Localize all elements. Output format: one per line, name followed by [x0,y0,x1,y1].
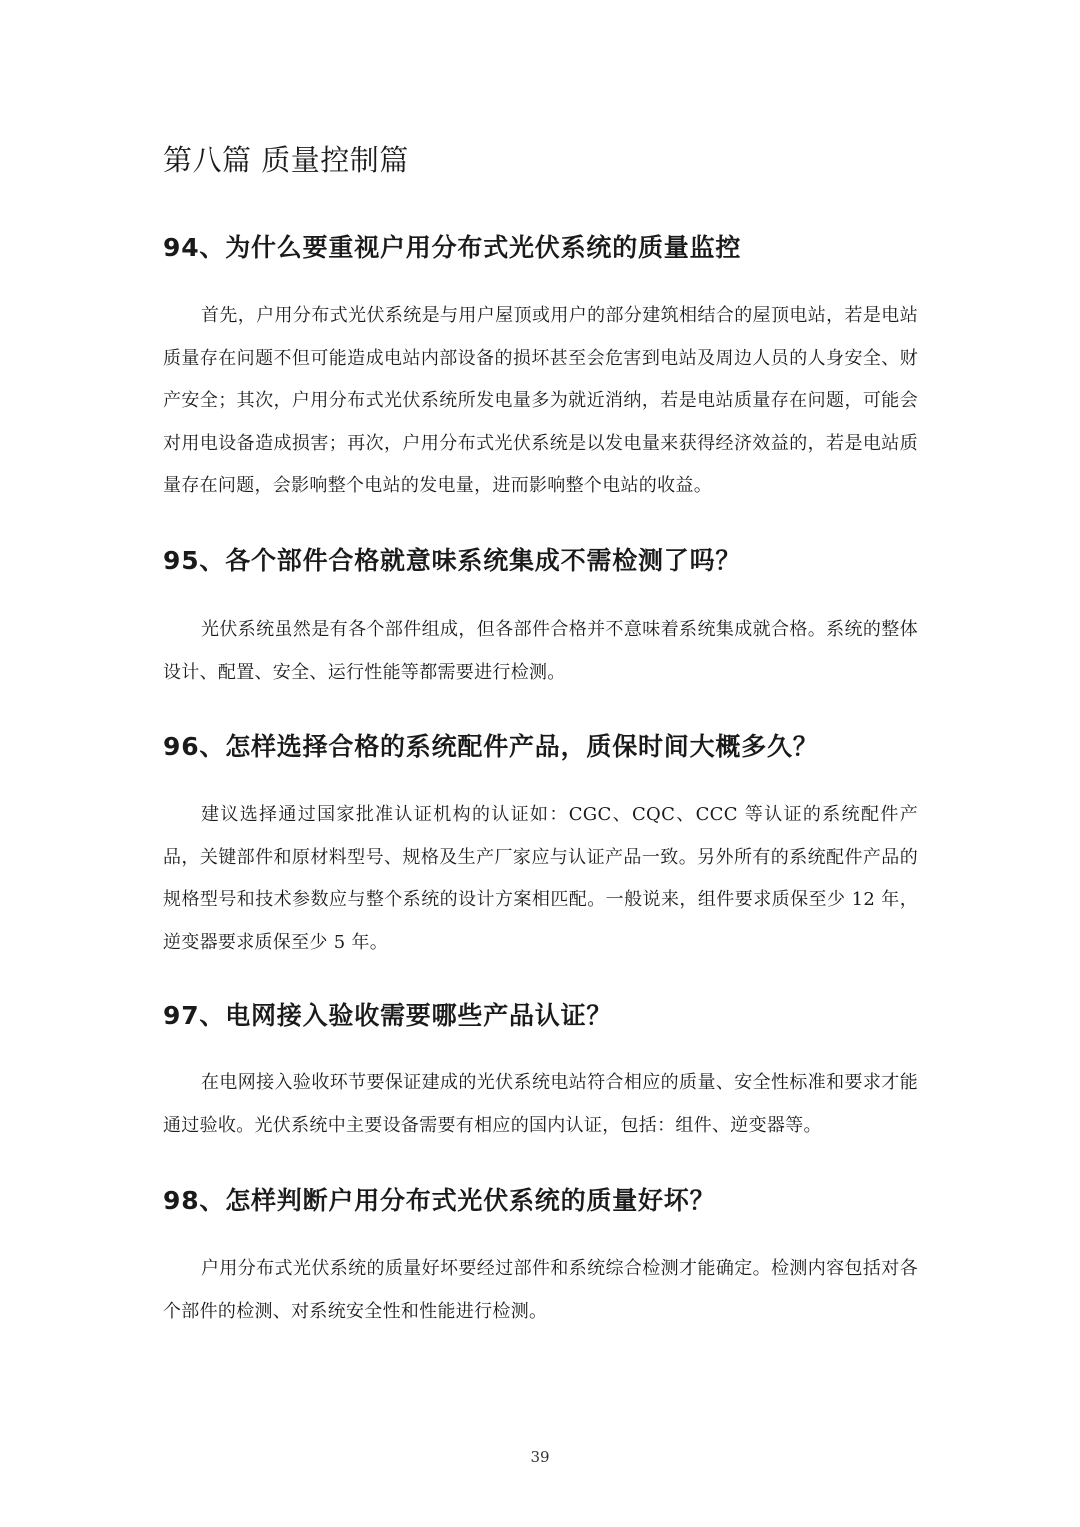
page-number: 39 [530,1448,550,1466]
section-body: 户用分布式光伏系统的质量好坏要经过部件和系统综合检测才能确定。检测内容包括对各个部件的检测、对系统安全性和性能进行检测。 [163,1258,918,1322]
section-95 [163,541,918,694]
section-heading: 98、怎样判断户用分布式光伏系统的质量好坏？ [163,1186,716,1215]
section-body: 首先，户用分布式光伏系统是与用户屋顶或用户的部分建筑相结合的屋顶电站，若是电站质量存在问题不但可能造成电站内部设备的损坏甚至会危害到电站及周边人员的人身安全、财产安全；其次，户用分布式光伏系统所发电量多为就近消纳，若是电站质量存在问题，可能会对用电设备造成损害；再次，户用分布式光伏系统是以发电量来获得经济效益的，若是电站质量存在问题，会影响整个电站的发电量，进而影响整个电站的收益。 [163,305,918,496]
chapter-title: 第八篇 质量控制篇 [163,143,409,177]
section-94 [163,228,918,508]
section-body: 建议选择通过国家批准认证机构的认证如：CGC、CQC、CCC 等认证的系统配件产品，关键部件和原材料型号、规格及生产厂家应与认证产品一致。另外所有的系统配件产品的规格型号和技术参数应与整个系统的设计方案相匹配。一般说来，组件要求质保至少 12 年，逆变器要求质保至少 5 年。 [163,804,918,953]
section-heading: 96、怎样选择合格的系统配件产品，质保时间大概多久？ [163,732,819,761]
section-97 [163,996,918,1147]
section-body: 光伏系统虽然是有各个部件组成，但各部件合格并不意味着系统集成就合格。系统的整体设计、配置、安全、运行性能等都需要进行检测。 [163,619,918,683]
section-98 [163,1181,918,1333]
section-heading: 95、各个部件合格就意味系统集成不需检测了吗？ [163,546,742,575]
section-heading: 97、电网接入验收需要哪些产品认证？ [163,1001,613,1030]
section-body: 在电网接入验收环节要保证建成的光伏系统电站符合相应的质量、安全性标准和要求才能通过验收。光伏系统中主要设备需要有相应的国内认证，包括：组件、逆变器等。 [163,1072,918,1136]
section-heading: 94、为什么要重视户用分布式光伏系统的质量监控 [163,233,742,262]
section-96 [163,727,918,964]
